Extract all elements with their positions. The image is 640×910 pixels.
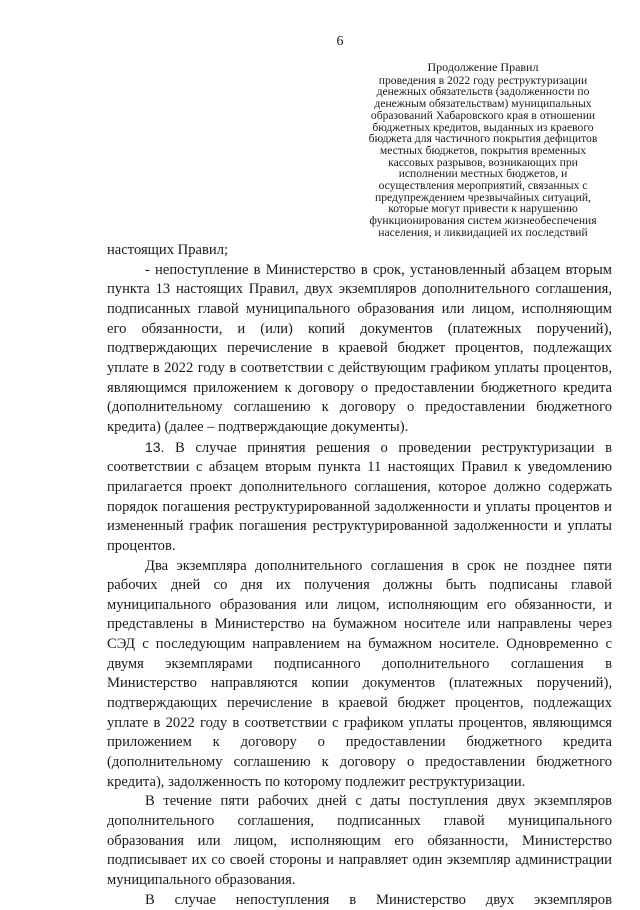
page-number: 6 (336, 34, 344, 49)
continuation-label: Продолжение Правил (427, 60, 539, 74)
document-body (107, 241, 612, 910)
paragraph-tail: настоящих Правил; (107, 242, 229, 258)
paragraph-two-copies: Два экземпляра дополнительного соглашения в срок не позднее пяти рабочих дней со дня их получения должны быть подписаны главой муниципального образования или лицом, исполняющим его обязанности, и представлены в Министерство на бумажном носителе или направлены через СЭД с последующим направлением на бумажном носителе. Одновременно с двумя экземплярами подписанного дополнительного соглашения в Министерство направляются копии документов (платежных поручений), подтверждающих перечисление в краевой бюджет процентов, подлежащих уплате в 2022 году в соответствии с графиком уплаты процентов, являющимся приложением к договору о предоставлении бюджетного кредита (дополнительному соглашению к договору о предоставлении бюджетного кредита), задолженность по которому подлежит реструктуризации. (107, 557, 612, 790)
paragraph-bullet-nonreceipt: - непоступление в Министерство в срок, установленный абзацем вторым пункта 13 настоящих Правил, двух экземпляров дополнительного соглашения, подписанных главой муниципального образования или лицом, исполняющим его обязанности, и (или) копий документов (платежных поручений), подтверждающих перечисление в краевой бюджет процентов, подлежащих уплате в 2022 году в соответствии с действующим графиком уплаты процентов, являющимся приложением к договору о предоставлении бюджетного кредита (дополнительному соглашению к договору о предоставлении бюджетного кредита) (далее – подтверждающие документы). (107, 261, 612, 435)
item-13-text: В случае принятия решения о проведении реструктуризации в соответствии с абзацем вторым пункта 11 настоящих Правил к уведомлению прилагается проект дополнительного соглашения, которое должно содержать порядок погашения реструктурированной задолженности и уплаты процентов и измененный график погашения реструктурированной задолженности и уплаты процентов. (107, 439, 612, 554)
item-number: 13. (145, 438, 165, 455)
rules-title: проведения в 2022 году реструктуризации денежных обязательств (задолженности по денежным обязательствам) муниципальных образований Хабаровского края в отношении бюджетных кредитов, выданных из краевого бюджета для частичного покрытия дефицитов местных бюджетов, покрытия временных кассовых разрывов, возникающих при исполнении местных бюджетов, и осуществления мероприятий, связанных с предупреждением чрезвычайных ситуаций, которые могут привести к нарушению функционирования систем жизнеобеспечения населения, и ликвидацией их последствий (368, 73, 598, 239)
paragraph-item-13 (107, 438, 612, 557)
paragraph-five-days: В течение пяти рабочих дней с даты поступления двух экземпляров дополнительного соглашения, подписанных главой муниципального образования или лицом, исполняющим его обязанности, Министерство подписывает их со своей стороны и направляет один экземпляр администрации муниципального образования. (107, 793, 612, 888)
rules-header-block (360, 62, 606, 239)
paragraph-nonreceipt-case: В случае непоступления в Министерство двух экземпляров (145, 891, 612, 908)
